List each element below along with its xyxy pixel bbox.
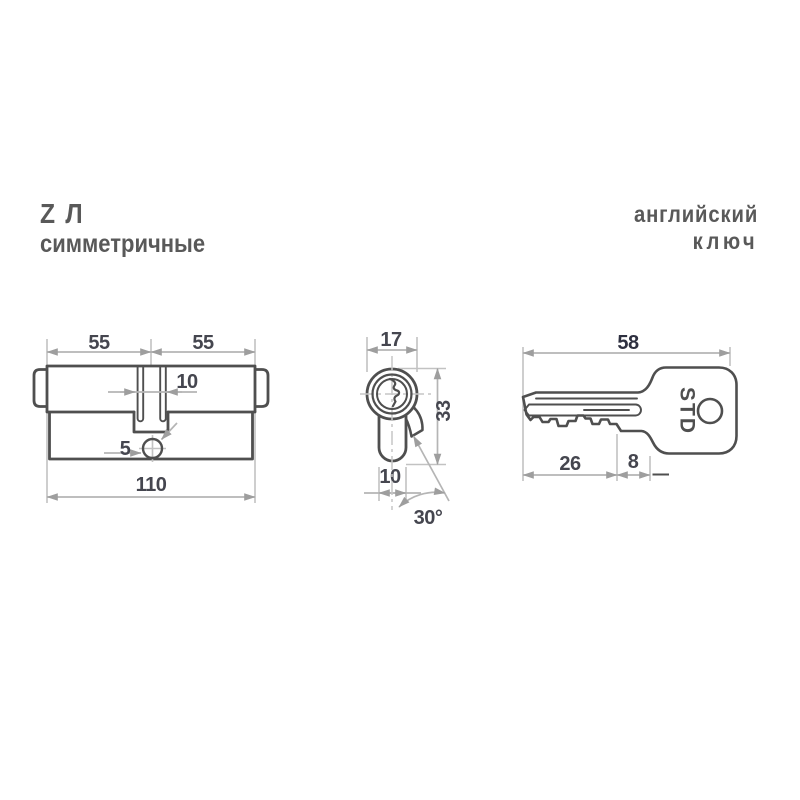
- dim-label-5-hole: 5: [119, 438, 131, 460]
- front-dim-55-right: [151, 332, 255, 354]
- dim-label-110: 110: [135, 474, 167, 496]
- key-ring-hole: [698, 399, 722, 423]
- key-dim-8: [617, 451, 669, 475]
- cylinder-end-view: [360, 329, 455, 529]
- key-brand-stamp: STD: [675, 387, 699, 435]
- dim-label-33: 33: [433, 400, 455, 422]
- cylinder-end-cap-left: [34, 370, 47, 407]
- dim-label-26: 26: [559, 453, 581, 475]
- key-dim-58: [523, 332, 730, 354]
- dim-label-10-slot: 10: [176, 371, 198, 393]
- key-type-line1: английский: [633, 201, 758, 227]
- dim-label-30deg: 30°: [413, 507, 443, 529]
- cylinder-body-lower: [50, 412, 253, 459]
- cylinder-end-cap-right: [255, 370, 268, 407]
- front-dim-55-left: [47, 332, 151, 354]
- dim-label-58: 58: [617, 332, 639, 354]
- dim-label-55-left: 55: [88, 332, 110, 354]
- front-dim-110: [47, 474, 255, 497]
- dim-label-17: 17: [380, 329, 402, 351]
- dim-label-55-right: 55: [192, 332, 214, 354]
- series-subtitle: симметричные: [40, 230, 206, 258]
- key-side-view: [523, 332, 737, 481]
- cylinder-body-upper: [47, 366, 255, 412]
- dim-label-8: 8: [627, 451, 639, 473]
- key-dim-26: [523, 453, 617, 475]
- cylinder-front-view: [34, 332, 268, 503]
- series-code: Z Л: [40, 198, 85, 229]
- key-type-line2: ключ: [692, 228, 758, 254]
- dim-label-10-profile: 10: [379, 466, 401, 488]
